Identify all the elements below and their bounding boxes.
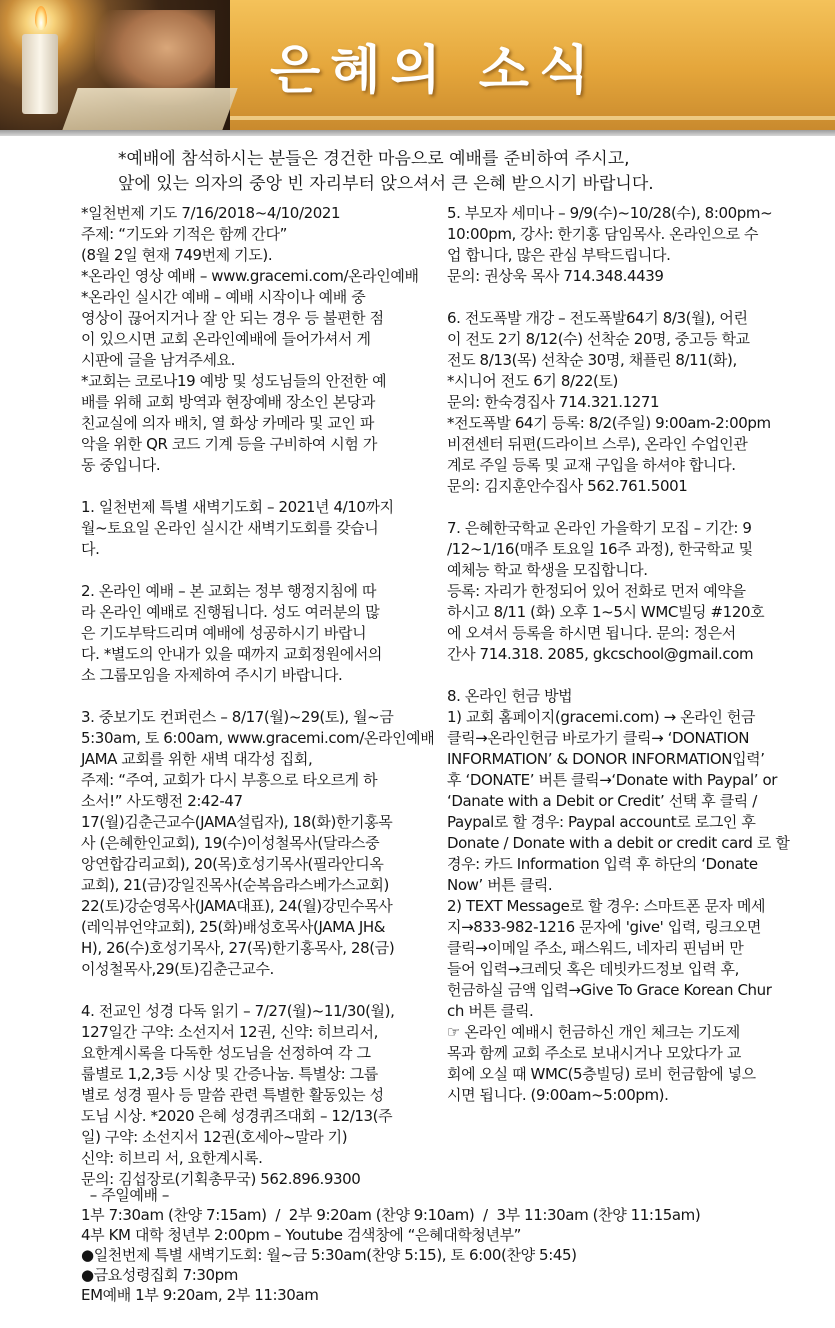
page-title: 은혜의 소식 <box>270 40 600 101</box>
text-line: Now’ 버튼 클릭. <box>447 876 553 894</box>
text-line: 6. 전도폭발 개강 – 전도폭발64기 8/3(월), 어린 <box>447 309 748 327</box>
text-line: 이 전도 2기 8/12(수) 선착순 20명, 중고등 학교 <box>447 330 750 348</box>
text-line: 문의: 한숙경집사 714.321.1271 <box>447 393 660 411</box>
text-line: 7. 은혜한국학교 온라인 가을학기 모집 – 기간: 9 <box>447 519 752 537</box>
text-line: 1) 교회 홈페이지(gracemi.com) → 온라인 헌금 <box>447 708 756 726</box>
item-1 <box>81 497 443 560</box>
open-bible-icon <box>62 88 237 130</box>
text-line: 월~토요일 온라인 실시간 새벽기도회를 갖습니 <box>81 519 379 537</box>
text-line: 목과 함께 교회 주소로 보내시거나 모았다가 교 <box>447 1044 741 1062</box>
text-line: 예체능 학교 학생을 모집합니다. <box>447 561 648 579</box>
text-line: *온라인 실시간 예배 – 예배 시작이나 예배 중 <box>81 288 366 306</box>
header-banner <box>0 0 835 130</box>
text-line: 다. <box>81 540 100 558</box>
text-line: 에 오셔서 등록을 하시면 됩니다. 문의: 정은서 <box>447 624 736 642</box>
item-5 <box>447 203 802 287</box>
text-line: 사 (은혜한인교회), 19(수)이성철목사(달라스중 <box>81 834 380 852</box>
text-line: 3. 중보기도 컨퍼런스 – 8/17(월)~29(토), 월~금 <box>81 708 394 726</box>
text-line: 신약: 히브리 서, 요한계시록. <box>81 1149 263 1167</box>
schedule-line: EM예배 1부 9:20am, 2부 11:30am <box>81 1286 319 1304</box>
text-line: 룹별로 1,2,3등 시상 및 간증나눔. 특별상: 그룹 <box>81 1065 378 1083</box>
text-line: 클릭→이메일 주소, 패스워드, 네자리 핀넘버 만 <box>447 939 744 957</box>
text-line: 10:00pm, 강사: 한기홍 담임목사. 온라인으로 수 <box>447 225 759 243</box>
text-line: 시면 됩니다. (9:00am~5:00pm). <box>447 1086 669 1104</box>
text-line: (8월 2일 현재 749번제 기도). <box>81 246 273 264</box>
divider <box>0 130 835 136</box>
intro-line: *예배에 참석하시는 분들은 경건한 마음으로 예배를 준비하여 주시고, <box>118 149 630 169</box>
text-line: INFORMATION’ & DONOR INFORMATION입력’ <box>447 750 765 768</box>
text-line: Donate / Donate with a debit or credit card 로 할 <box>447 834 790 852</box>
text-line: /12~1/16(매주 토요일 16주 과정), 한국학교 및 <box>447 540 753 558</box>
text-line: 앙연합감리교회), 20(목)호성기목사(필라안디옥 <box>81 855 384 873</box>
text-line: 5. 부모자 세미나 – 9/9(수)~10/28(수), 8:00pm~ <box>447 204 773 222</box>
text-line: (레익뷰언약교회), 25(화)배성호목사(JAMA JH& <box>81 918 386 936</box>
text-line: *교회는 코로나19 예방 및 성도님들의 안전한 예 <box>81 372 387 390</box>
intro-notice <box>118 147 758 197</box>
flame-icon <box>35 6 47 30</box>
text-line: 후 ‘DONATE’ 버튼 클릭→‘Donate with Paypal’ or <box>447 771 778 789</box>
text-line: 간사 714.318. 2085, gkcschool@gmail.com <box>447 645 754 663</box>
text-line: ‘Danate with a Debit or Credit’ 선택 후 클릭 / <box>447 792 757 810</box>
text-line: 악을 위한 QR 코드 기계 등을 구비하여 시험 가 <box>81 435 377 453</box>
text-line: 5:30am, 토 6:00am, www.gracemi.com/온라인예배 <box>81 729 435 747</box>
prayer-photo <box>0 0 230 130</box>
text-line: 소서!” 사도행전 2:42-47 <box>81 792 243 810</box>
text-line: 8. 온라인 헌금 방법 <box>447 687 573 705</box>
right-column <box>447 203 802 1106</box>
text-line: 계로 주일 등록 및 교재 구입을 하셔야 합니다. <box>447 456 736 474</box>
text-line: ch 버튼 클릭. <box>447 1002 534 1020</box>
text-line: 은 기도부탁드리며 예배에 성공하시기 바랍니 <box>81 624 367 642</box>
text-line: 라 온라인 예배로 진행됩니다. 성도 여러분의 많 <box>81 603 380 621</box>
text-line: 4. 전교인 성경 다독 읽기 – 7/27(월)~11/30(월), <box>81 1002 395 1020</box>
schedule-heading: – 주일예배 – <box>81 1186 170 1204</box>
text-line: 17(월)김춘근교수(JAMA설립자), 18(화)한기홍목 <box>81 813 393 831</box>
text-line: H), 26(수)호성기목사, 27(목)한기홍목사, 28(금) <box>81 939 395 957</box>
candle-icon <box>22 34 58 114</box>
schedule-line: 4부 KM 대학 청년부 2:00pm – Youtube 검색창에 “은혜대학청년부” <box>81 1226 522 1244</box>
text-line: 이성철목사,29(토)김춘근교수. <box>81 960 274 978</box>
notice-block <box>81 203 443 476</box>
item-4 <box>81 1001 443 1190</box>
text-line: 2) TEXT Message로 할 경우: 스마트폰 문자 메세 <box>447 897 766 915</box>
text-line: 등록: 자리가 한정되어 있어 전화로 먼저 예약을 <box>447 582 746 600</box>
text-line: ☞ 온라인 예배시 헌금하신 개인 체크는 기도제 <box>447 1023 740 1041</box>
text-line: 1. 일천번제 특별 새벽기도회 – 2021년 4/10까지 <box>81 498 394 516</box>
text-line: 문의: 김지훈안수집사 562.761.5001 <box>447 477 688 495</box>
text-line: 문의: 김섭장로(기획총무국) 562.896.9300 <box>81 1170 361 1188</box>
item-7 <box>447 518 802 665</box>
text-line: *온라인 영상 예배 – www.gracemi.com/온라인예배 <box>81 267 419 285</box>
text-line: 교회), 21(금)강일진목사(순복음라스베가스교회) <box>81 876 389 894</box>
text-line: 친교실에 의자 배치, 열 화상 카메라 및 교인 파 <box>81 414 374 432</box>
text-line: 시판에 글을 남겨주세요. <box>81 351 236 369</box>
text-line: 하시고 8/11 (화) 오후 1~5시 WMC빌딩 #120호 <box>447 603 765 621</box>
text-line: 127일간 구약: 소선지서 12권, 신약: 히브리서, <box>81 1023 378 1041</box>
text-line: 별로 성경 필사 등 말씀 관련 특별한 활동있는 성 <box>81 1086 384 1104</box>
schedule-line: ●금요성령집회 7:30pm <box>81 1266 239 1284</box>
left-column <box>81 203 443 1190</box>
text-line: 배를 위해 교회 방역과 현장예배 장소인 본당과 <box>81 393 375 411</box>
text-line: *일천번제 기도 7/16/2018~4/10/2021 <box>81 204 341 222</box>
text-line: 헌금하실 금액 입력→Give To Grace Korean Chur <box>447 981 772 999</box>
worship-schedule <box>81 1185 801 1305</box>
text-line: 주제: “기도와 기적은 함께 간다” <box>81 225 287 243</box>
item-8 <box>447 686 802 1106</box>
text-line: 전도 8/13(목) 선착순 30명, 채플린 8/11(화), <box>447 351 737 369</box>
text-line: Paypal로 할 경우: Paypal account로 로그인 후 <box>447 813 756 831</box>
text-line: 일) 구약: 소선지서 12권(호세아~말라 기) <box>81 1128 348 1146</box>
item-2 <box>81 581 443 686</box>
schedule-line: 1부 7:30am (찬양 7:15am) / 2부 9:20am (찬양 9:10am) / 3부 11:30am (찬양 11:15am) <box>81 1206 701 1224</box>
text-line: 경우: 카드 Information 입력 후 하단의 ‘Donate <box>447 855 758 873</box>
header-stripe <box>230 116 835 120</box>
text-line: 22(토)강순영목사(JAMA대표), 24(월)강민수목사 <box>81 897 393 915</box>
text-line: 도님 시상. *2020 은혜 성경퀴즈대회 – 12/13(주 <box>81 1107 393 1125</box>
text-line: 2. 온라인 예배 – 본 교회는 정부 행정지침에 따 <box>81 582 377 600</box>
text-line: *전도폭발 64기 등록: 8/2(주일) 9:00am-2:00pm <box>447 414 771 432</box>
text-line: JAMA 교회를 위한 새벽 대각성 집회, <box>81 750 313 768</box>
text-line: 회에 오실 때 WMC(5층빌딩) 로비 헌금함에 넣으 <box>447 1065 756 1083</box>
text-line: *시니어 전도 6기 8/22(토) <box>447 372 618 390</box>
text-line: 지→833-982-1216 문자에 'give' 입력, 링크오면 <box>447 918 762 936</box>
text-line: 다. *별도의 안내가 있을 때까지 교회정원에서의 <box>81 645 383 663</box>
text-line: 업 합니다, 많은 관심 부탁드립니다. <box>447 246 671 264</box>
item-6 <box>447 308 802 497</box>
text-line: 문의: 권상욱 목사 714.348.4439 <box>447 267 664 285</box>
text-line: 요한계시록을 다독한 성도님을 선정하여 각 그 <box>81 1044 371 1062</box>
text-line: 클릭→온라인헌금 바로가기 클릭→ ‘DONATION <box>447 729 750 747</box>
text-line: 이 있으시면 교회 온라인예배에 들어가셔서 게 <box>81 330 371 348</box>
text-line: 비젼센터 뒤편(드라이브 스루), 온라인 수업인관 <box>447 435 748 453</box>
text-line: 주제: “주여, 교회가 다시 부흥으로 타오르게 하 <box>81 771 378 789</box>
text-line: 들어 입력→크레딧 혹은 데빗카드정보 입력 후, <box>447 960 739 978</box>
item-3 <box>81 707 443 980</box>
text-line: 동 중입니다. <box>81 456 161 474</box>
text-line: 소 그룹모임을 자제하여 주시기 바랍니다. <box>81 666 343 684</box>
text-line: 영상이 끊어지거나 잘 안 되는 경우 등 불편한 점 <box>81 309 384 327</box>
intro-line: 앞에 있는 의자의 중앙 빈 자리부터 앉으셔서 큰 은혜 받으시기 바랍니다. <box>118 174 654 194</box>
schedule-line: ●일천번제 특별 새벽기도회: 월~금 5:30am(찬양 5:15), 토 6:00(찬양 5:45) <box>81 1246 577 1264</box>
